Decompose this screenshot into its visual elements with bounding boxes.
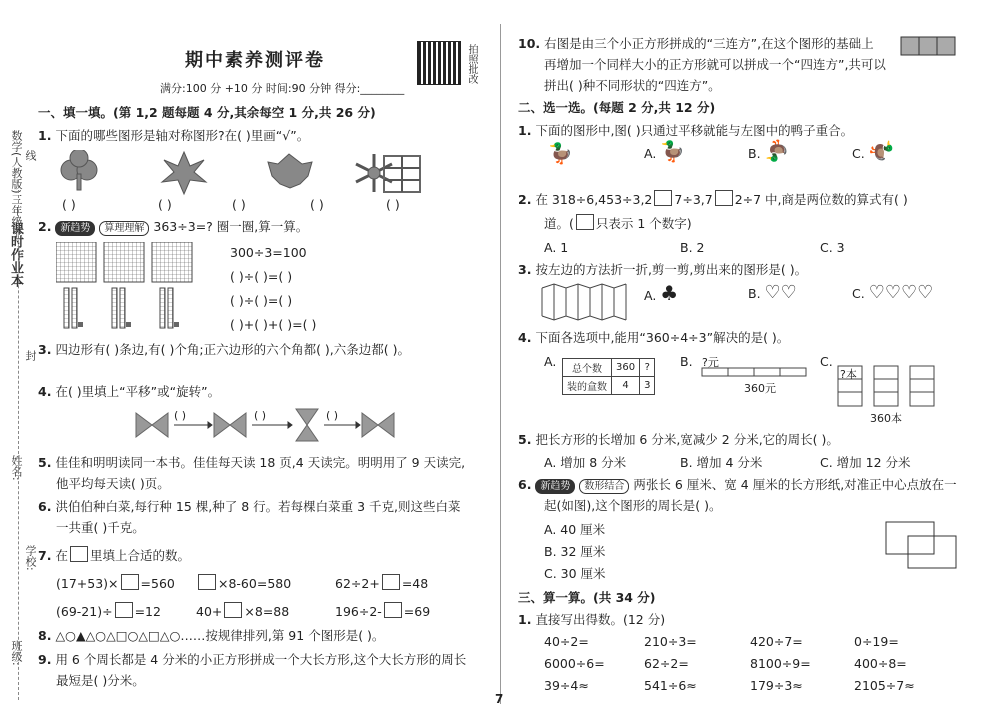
question-5: 5. 佳佳和明明读同一本书。佳佳每天读 18 页,4 天读完。明明用了 9 天读完,: [38, 455, 466, 470]
question-10-line-3: 拼出( )种不同形状的“四连方”。: [544, 78, 721, 93]
name-label: 姓名:: [10, 455, 23, 481]
calc-item[interactable]: 179÷3≈: [750, 678, 803, 693]
q1-blank-1[interactable]: ( ): [62, 197, 76, 212]
choice-5-option-c[interactable]: C. 增加 12 分米: [820, 455, 911, 470]
symmetry-figures: [54, 150, 494, 200]
q7-item-5[interactable]: 40+ ×8=88: [196, 604, 290, 619]
duck-c-icon: 🦆: [869, 138, 894, 164]
triomino-figure: [900, 36, 958, 56]
choice-5: 5. 把长方形的长增加 6 分米,宽减少 2 分米,它的周长( )。: [518, 432, 839, 447]
calc-item[interactable]: 62÷2=: [644, 656, 689, 671]
choice-4-c-total: 360本: [870, 412, 902, 425]
book-title: 课时作业本: [8, 222, 23, 287]
q4-blank-1[interactable]: ( ): [174, 409, 187, 422]
q4-blank-3[interactable]: ( ): [326, 409, 339, 422]
snowflake-figure: [356, 154, 392, 192]
calc-item[interactable]: 541÷6≈: [644, 678, 697, 693]
choice-6-option-b[interactable]: B. 32 厘米: [544, 544, 606, 559]
calc-item[interactable]: 400÷8=: [854, 656, 907, 671]
question-1: 1. 下面的哪些图形是轴对称图形?在( )里画“√”。: [38, 128, 310, 143]
trend-badge: 新趋势: [55, 221, 95, 236]
folded-paper-figure: [540, 282, 632, 322]
calc-item[interactable]: 39÷4≈: [544, 678, 589, 693]
q2-line-4[interactable]: ( )+( )+( )=( ): [230, 317, 317, 332]
trend-badge-2: 新趋势: [535, 479, 575, 494]
choice-2-option-b[interactable]: B. 2: [680, 240, 705, 255]
overlapping-rectangles: [884, 520, 960, 570]
question-9-line-2: 最短是( )分米。: [56, 673, 145, 688]
choice-4: 4. 下面各选项中,能用“360÷4÷3”解决的是( )。: [518, 330, 790, 345]
choice-1-option-c[interactable]: C. 🦆: [852, 138, 894, 164]
calc-item[interactable]: 8100÷9=: [750, 656, 811, 671]
question-8: 8. △○▲△○△□○△□△○……按规律排列,第 91 个图形是( )。: [38, 628, 385, 643]
choice-4-c-unit-label: ?本: [840, 368, 857, 381]
double-happiness-figure: [384, 156, 420, 192]
topic-badge-2: 数形结合: [579, 479, 629, 494]
base-ten-blocks: [56, 242, 221, 332]
book-subtitle: 数学(人教版)三年级下: [10, 130, 23, 238]
choice-6-option-c[interactable]: C. 30 厘米: [544, 566, 606, 581]
q1-blank-5[interactable]: ( ): [386, 197, 400, 212]
calc-item[interactable]: 0÷19=: [854, 634, 899, 649]
q7-item-6[interactable]: 196÷2- =69: [335, 604, 431, 619]
column-divider: [500, 24, 501, 704]
choice-2-line-2: 道。( 只表示 1 个数字): [544, 216, 692, 231]
question-7: 7. 在 里填上合适的数。: [38, 548, 190, 563]
choice-3-option-a[interactable]: A. ♣: [644, 281, 679, 305]
question-9: 9. 用 6 个周长都是 4 分米的小正方形拼成一个大长方形,这个大长方形的周长: [38, 652, 467, 667]
seal-label: 封: [24, 350, 37, 361]
choice-6-option-a[interactable]: A. 40 厘米: [544, 522, 606, 537]
q7-item-3[interactable]: 62÷2+ =48: [335, 576, 429, 591]
choice-5-option-a[interactable]: A. 增加 8 分米: [544, 455, 627, 470]
choice-4-option-b[interactable]: B.: [680, 354, 693, 369]
question-2: 2. 新趋势 算理理解 363÷3=? 圈一圈,算一算。: [38, 219, 309, 234]
question-6: 6. 洪伯伯种白菜,每行种 15 棵,种了 8 行。若每棵白菜重 3 千克,则这些白菜: [38, 499, 461, 514]
duck-b-icon: 🦆: [764, 139, 790, 163]
bowtie-sequence: [132, 405, 402, 445]
q2-line-1: 300÷3=100: [230, 245, 307, 260]
q7-item-4[interactable]: (69-21)÷ =12: [56, 604, 161, 619]
choice-3-option-c[interactable]: C. ♡♡♡♡: [852, 282, 934, 303]
exam-meta: 满分:100 分 +10 分 时间:90 分钟 得分:________: [160, 82, 405, 95]
question-10-line-2: 再增加一个同样大小的正方形就可以拼成一个“四连方”,共可以: [544, 57, 886, 72]
choice-1: 1. 下面的图形中,图( )只通过平移就能与左图中的鸭子重合。: [518, 123, 854, 138]
qr-code[interactable]: [418, 42, 460, 84]
choice-6-line-2: 起(如图),这个图形的周长是( )。: [544, 498, 722, 513]
calc-item[interactable]: 6000÷6=: [544, 656, 605, 671]
section-3-title: 三、算一算。(共 34 分): [518, 590, 656, 605]
choice-1-option-a[interactable]: A. 🦆: [644, 139, 686, 163]
calc-item[interactable]: 420÷7=: [750, 634, 803, 649]
topic-badge: 算理理解: [99, 221, 149, 236]
star-figure: [162, 152, 206, 194]
choice-3-option-b[interactable]: B. ♡♡: [748, 282, 797, 303]
choice-1-option-b[interactable]: B. 🦆: [748, 139, 790, 163]
choice-5-option-b[interactable]: B. 增加 4 分米: [680, 455, 763, 470]
choice-2-option-c[interactable]: C. 3: [820, 240, 845, 255]
question-4: 4. 在( )里填上“平移”或“旋转”。: [38, 384, 221, 399]
q2-line-2[interactable]: ( )÷( )=( ): [230, 269, 293, 284]
q7-item-1[interactable]: (17+53)× =560: [56, 576, 175, 591]
calc-1: 1. 直接写出得数。(12 分): [518, 612, 666, 627]
clover-icon: ♣: [660, 281, 679, 305]
q1-blank-2[interactable]: ( ): [158, 197, 172, 212]
calc-item[interactable]: 2105÷7≈: [854, 678, 915, 693]
section-2-title: 二、选一选。(每题 2 分,共 12 分): [518, 100, 716, 115]
choice-2-option-a[interactable]: A. 1: [544, 240, 569, 255]
calc-item[interactable]: 40÷2=: [544, 634, 589, 649]
choice-3: 3. 按左边的方法折一折,剪一剪,剪出来的图形是( )。: [518, 262, 808, 277]
q4-blank-2[interactable]: ( ): [254, 409, 267, 422]
choice-2: 2. 在 318÷6,453÷3,2 7÷3,7 2÷7 中,商是两位数的算式有( ): [518, 192, 908, 207]
cut-line-label: 线: [24, 150, 37, 161]
leaf-figure: [268, 154, 312, 188]
question-3: 3. 四边形有( )条边,有( )个角;正六边形的六个角都( ),六条边都( )。: [38, 342, 411, 357]
duck-original-icon: 🦆: [548, 141, 573, 165]
hearts-pair-icon: ♡♡: [764, 282, 797, 303]
choice-4-option-c[interactable]: C.: [820, 354, 833, 369]
section-1-title: 一、填一填。(第 1,2 题每题 4 分,其余每空 1 分,共 26 分): [38, 105, 376, 120]
q1-blank-4[interactable]: ( ): [310, 197, 324, 212]
choice-4-option-a[interactable]: A.: [544, 354, 557, 369]
school-label: 学校:: [24, 545, 37, 571]
question-10: 10. 右图是由三个小正方形拼成的“三连方”,在这个图形的基础上: [518, 36, 874, 51]
calc-item[interactable]: 210÷3=: [644, 634, 697, 649]
choice-4-b-total: 360元: [744, 382, 776, 395]
q7-item-2[interactable]: ×8-60=580: [196, 574, 291, 592]
class-label: 班级:: [10, 640, 23, 666]
cut-line: [18, 180, 19, 700]
question-5-line-2: 他平均每天读( )页。: [56, 476, 170, 491]
question-6-line-2: 一共重( )千克。: [56, 520, 145, 535]
q2-line-3[interactable]: ( )÷( )=( ): [230, 293, 293, 308]
choice-4-table: 总个数 360 ? 装的盒数 4 3: [562, 358, 655, 395]
choice-6: 6. 新趋势 数形结合 两张长 6 厘米、宽 4 厘米的长方形纸,对准正中心点放在一: [518, 477, 957, 492]
duck-a-icon: 🦆: [660, 139, 686, 163]
page-number: 7: [495, 692, 504, 706]
q1-blank-3[interactable]: ( ): [232, 197, 246, 212]
qr-label: 拍照批改: [466, 44, 477, 84]
binding-strip: [0, 0, 40, 725]
hearts-row-icon: ♡♡♡♡: [868, 282, 934, 303]
page-title: 期中素养测评卷: [185, 50, 325, 71]
choice-4-b-unit-label: ?元: [702, 356, 719, 369]
